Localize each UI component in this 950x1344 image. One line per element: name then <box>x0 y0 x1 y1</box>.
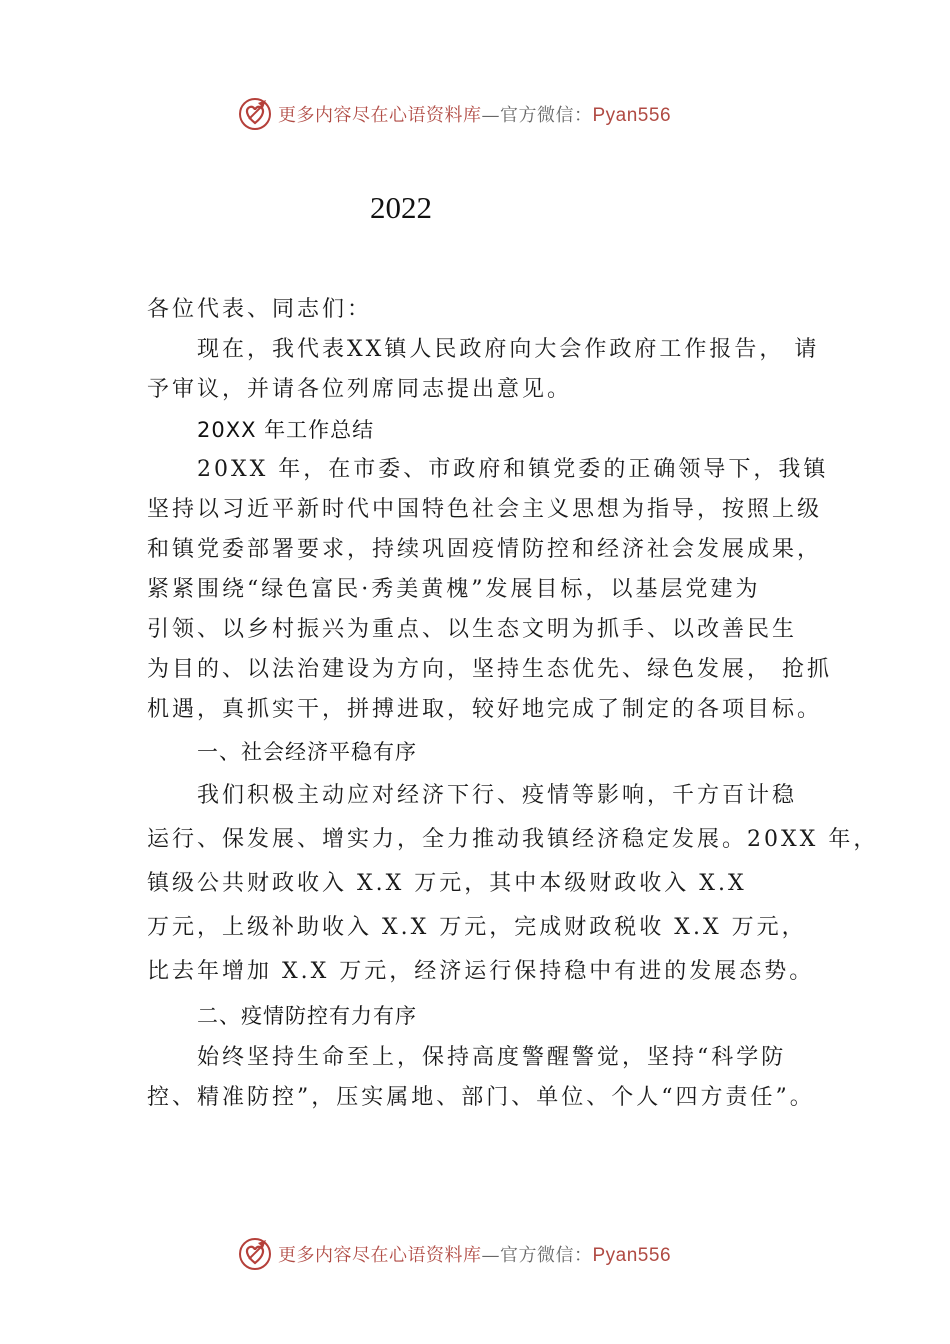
economy-line: 我们积极主动应对经济下行、疫情等影响，千方百计稳 <box>197 783 798 808</box>
summary-line: 20XX 年，在市委、市政府和镇党委的正确领导下，我镇 <box>197 457 829 482</box>
salutation: 各位代表、同志们： <box>147 297 373 322</box>
intro-line: 现在，我代表XX镇人民政府向大会作政府工作报告， 请 <box>197 337 820 362</box>
section-title: 20XX 年工作总结 <box>197 418 375 442</box>
heading-economy: 一、社会经济平稳有序 <box>197 740 417 764</box>
epidemic-line: 控、精准防控”，压实属地、部门、单位、个人“四方责任”。 <box>147 1085 815 1110</box>
watermark-text <box>278 101 671 127</box>
economy-line: 比去年增加 X.X 万元，经济运行保持稳中有进的发展态势。 <box>147 959 815 984</box>
watermark-wechat-id: Pyan556 <box>592 105 672 126</box>
heading-epidemic: 二、疫情防控有力有序 <box>197 1004 417 1028</box>
watermark-brand: 更多内容尽在心语资料库 <box>278 1245 482 1266</box>
summary-line: 引领、以乡村振兴为重点、以生态文明为抓手、以改善民生 <box>147 617 798 642</box>
watermark-official: 官方微信： <box>500 105 593 126</box>
watermark-brand: 更多内容尽在心语资料库 <box>278 105 482 126</box>
watermark-dash: — <box>481 1245 500 1266</box>
footer-watermark <box>238 1236 758 1272</box>
watermark-dash: — <box>481 105 500 126</box>
summary-line: 机遇，真抓实干，拼搏进取，较好地完成了制定的各项目标。 <box>147 697 823 722</box>
watermark-text <box>278 1241 671 1267</box>
document-body <box>147 290 879 1118</box>
economy-line: 运行、保发展、增实力，全力推动我镇经济稳定发展。20XX 年， <box>147 827 879 852</box>
heart-logo-icon <box>238 97 272 131</box>
summary-line: 为目的、以法治建设为方向，坚持生态优先、绿色发展， 抢抓 <box>147 657 832 682</box>
header-watermark <box>238 96 758 132</box>
heart-logo-icon <box>238 1237 272 1271</box>
economy-line: 万元，上级补助收入 X.X 万元，完成财政税收 X.X 万元， <box>147 915 807 940</box>
watermark-official: 官方微信： <box>500 1245 593 1266</box>
epidemic-line: 始终坚持生命至上，保持高度警醒警觉，坚持“科学防 <box>197 1045 787 1070</box>
summary-line: 坚持以习近平新时代中国特色社会主义思想为指导，按照上级 <box>147 497 823 522</box>
summary-line: 紧紧围绕“绿色富民·秀美黄槐”发展目标，以基层党建为 <box>147 577 761 602</box>
intro-line: 予审议，并请各位列席同志提出意见。 <box>147 377 573 402</box>
watermark-wechat-id: Pyan556 <box>592 1245 672 1266</box>
summary-line: 和镇党委部署要求，持续巩固疫情防控和经济社会发展成果， <box>147 537 823 562</box>
document-year: 2022 <box>370 190 432 225</box>
economy-line: 镇级公共财政收入 X.X 万元，其中本级财政收入 X.X <box>147 871 747 896</box>
